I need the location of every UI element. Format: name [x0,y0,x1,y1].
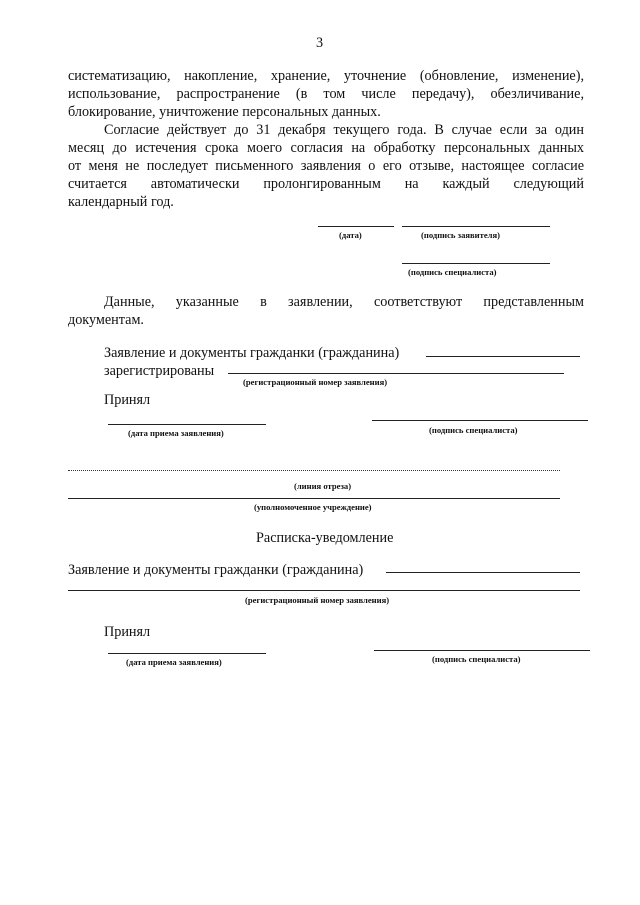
receipt-accept-date-caption: (дата приема заявления) [126,657,222,667]
consent-line-2: использование, распространение (в том числе передачу), обезличивание, [68,86,584,102]
validity-line-1: Согласие действует до 31 декабря текущего года. В случае если за один [104,122,584,138]
validity-line-5: календарный год. [68,194,174,210]
data-match-line-2: документам. [68,312,144,328]
data-match-line-1: Данные, указанные в заявлении, соответствуют представленным [104,294,584,310]
specialist-signature-line[interactable] [402,263,550,264]
receipt-accepted-label: Принял [104,624,151,640]
cut-line [68,470,560,471]
registration-name-line[interactable] [426,356,580,357]
receipt-title: Расписка-уведомление [256,530,394,546]
applicant-signature-line[interactable] [402,226,550,227]
receipt-specialist-caption: (подпись специалиста) [432,654,521,664]
consent-line-3: блокирование, уничтожение персональных данных. [68,104,381,120]
receipt-documents-label: Заявление и документы гражданки (гражданина) [68,562,364,578]
receipt-reg-number-caption: (регистрационный номер заявления) [245,595,390,605]
authorized-institution-line[interactable] [68,498,560,499]
receipt-number-line[interactable] [68,590,580,591]
receipt-accept-date-line[interactable] [108,653,266,654]
validity-line-3: от меня не последует письменного заявления о его отзыве, настоящее согласие [68,158,584,174]
validity-line-4: считается автоматически пролонгированным на каждый следующий [68,176,584,192]
registration-number-line[interactable] [228,373,564,374]
specialist-signature-caption: (подпись специалиста) [408,267,497,277]
registered-label: зарегистрированы [104,363,215,379]
validity-line-2: месяц до истечения срока моего согласия на обработку персональных данных [68,140,584,156]
authorized-institution-caption: (уполномоченное учреждение) [254,502,372,512]
accept-date-caption: (дата приема заявления) [128,428,224,438]
accept-specialist-line[interactable] [372,420,588,421]
cut-line-caption: (линия отреза) [294,481,352,491]
accept-date-line[interactable] [108,424,266,425]
consent-line-1: систематизацию, накопление, хранение, уточнение (обновление, изменение), [68,68,584,84]
date-caption: (дата) [339,230,362,240]
receipt-specialist-line[interactable] [374,650,590,651]
date-field-line[interactable] [318,226,394,227]
reg-number-caption: (регистрационный номер заявления) [243,377,388,387]
accept-specialist-caption: (подпись специалиста) [429,425,518,435]
applicant-signature-caption: (подпись заявителя) [421,230,500,240]
receipt-name-line[interactable] [386,572,580,573]
accepted-label: Принял [104,392,151,408]
registration-documents-label: Заявление и документы гражданки (гражданина) [104,345,400,361]
page-number: 3 [316,35,324,51]
